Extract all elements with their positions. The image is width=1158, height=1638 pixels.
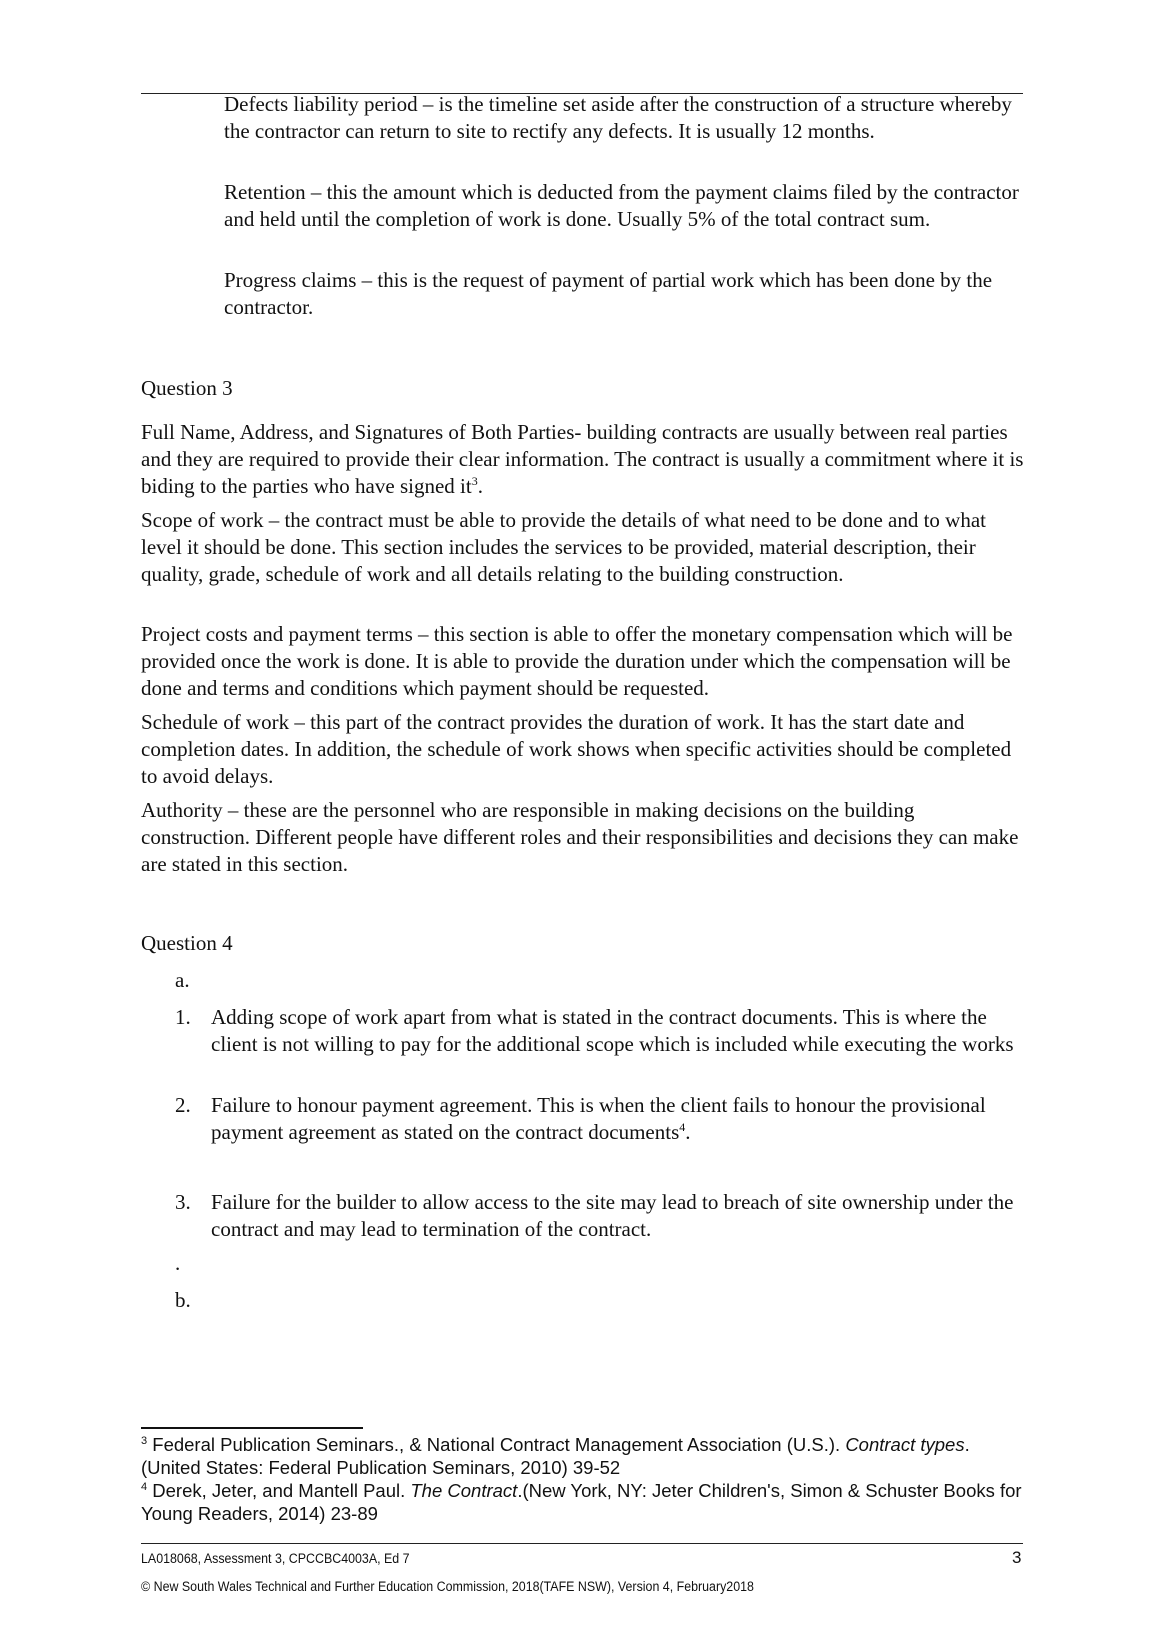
footnote-text: .(New York, NY: Jeter Children's, Simon & Schuster Books for Young Readers, 2014) 23-89: [141, 1480, 1022, 1524]
list-number: 1.: [175, 1005, 191, 1029]
question-3-paragraph-schedule: Schedule of work – this part of the contract provides the duration of work. It has the start date and completion dates. In addition, the schedule of work shows when specific activities should be completed to avoid delays.: [141, 710, 1012, 788]
question-3-paragraph-authority: Authority – these are the personnel who are responsible in making decisions on the building construction. Different people have different roles and their responsibilities and decisions they can make are stated in this section.: [141, 798, 1019, 876]
footnote-number: 4: [141, 1481, 148, 1493]
list-item-end: .: [685, 1120, 691, 1144]
footnote-text: Federal Publication Seminars., & National Contract Management Association (U.S.).: [147, 1434, 846, 1455]
footnote-text: Derek, Jeter, and Mantell Paul.: [147, 1480, 411, 1501]
footnote-title: The Contract: [410, 1480, 518, 1501]
question-3-paragraph-costs: Project costs and payment terms – this section is able to offer the monetary compensation which will be provided once the work is done. It is able to provide the duration under which the compensation will be done and terms and conditions which payment should be requested.: [141, 622, 1013, 700]
list-item: [211, 1092, 1026, 1146]
footnote-3: [141, 1433, 1031, 1479]
footnote-4: [141, 1479, 1031, 1525]
question-3-paragraph-scope: Scope of work – the contract must be able to provide the details of what need to be done and to what level it should be done. This section includes the services to be provided, material description, their quality, grade, schedule of work and all details relating to the building construction.: [141, 508, 987, 586]
list-number: 2.: [175, 1093, 191, 1117]
part-a-label: a.: [175, 968, 190, 992]
question-4-heading: Question 4: [141, 931, 233, 955]
footnote-ref-4[interactable]: 4: [679, 1120, 686, 1134]
footnote-text: . (United States: Federal Publication Seminars, 2010) 39-52: [141, 1434, 970, 1478]
paragraph-end: .: [477, 474, 483, 498]
footnote-ref-3[interactable]: 3: [471, 474, 478, 488]
list-item: Failure for the builder to allow access to the site may lead to breach of site ownership under the contract and may lead to termination of the contract.: [211, 1190, 1014, 1241]
definition-defects-liability: Defects liability period – is the timeline set aside after the construction of a structure whereby the contractor can return to site to rectify any defects. It is usually 12 months.: [224, 92, 1012, 143]
definition-progress-claims: Progress claims – this is the request of payment of partial work which has been done by the contractor.: [224, 268, 993, 319]
part-b-label: b.: [175, 1288, 191, 1312]
footnote-number: 3: [141, 1435, 148, 1447]
stray-dot: .: [175, 1251, 181, 1275]
list-number: 3.: [175, 1190, 191, 1214]
footer-copyright: © New South Wales Technical and Further Education Commission, 2018(TAFE NSW), Version 4, February2018: [141, 1579, 754, 1594]
footnote-separator: [141, 1427, 363, 1429]
footnote-title: Contract types: [845, 1434, 965, 1455]
page-number: 3: [1012, 1548, 1022, 1567]
list-item-text: Failure to honour payment agreement. This is when the client fails to honour the provisional payment agreement as stated on the contract documents: [211, 1093, 986, 1144]
paragraph-text: Full Name, Address, and Signatures of Both Parties- building contracts are usually between real parties and they are required to provide their clear information. The contract is usually a commitment where it is biding to the parties who have signed it: [141, 420, 1024, 498]
footer-rule: [141, 1543, 1023, 1544]
question-3-heading: Question 3: [141, 376, 233, 400]
definition-retention: Retention – this the amount which is deducted from the payment claims filed by the contractor and held until the completion of work is done. Usually 5% of the total contract sum.: [224, 180, 1019, 231]
list-item: Adding scope of work apart from what is stated in the contract documents. This is where the client is not willing to pay for the additional scope which is included while executing the works: [211, 1005, 1014, 1056]
footer-document-code: LA018068, Assessment 3, CPCCBC4003A, Ed 7: [141, 1551, 410, 1566]
question-3-paragraph-parties: [141, 419, 1026, 500]
